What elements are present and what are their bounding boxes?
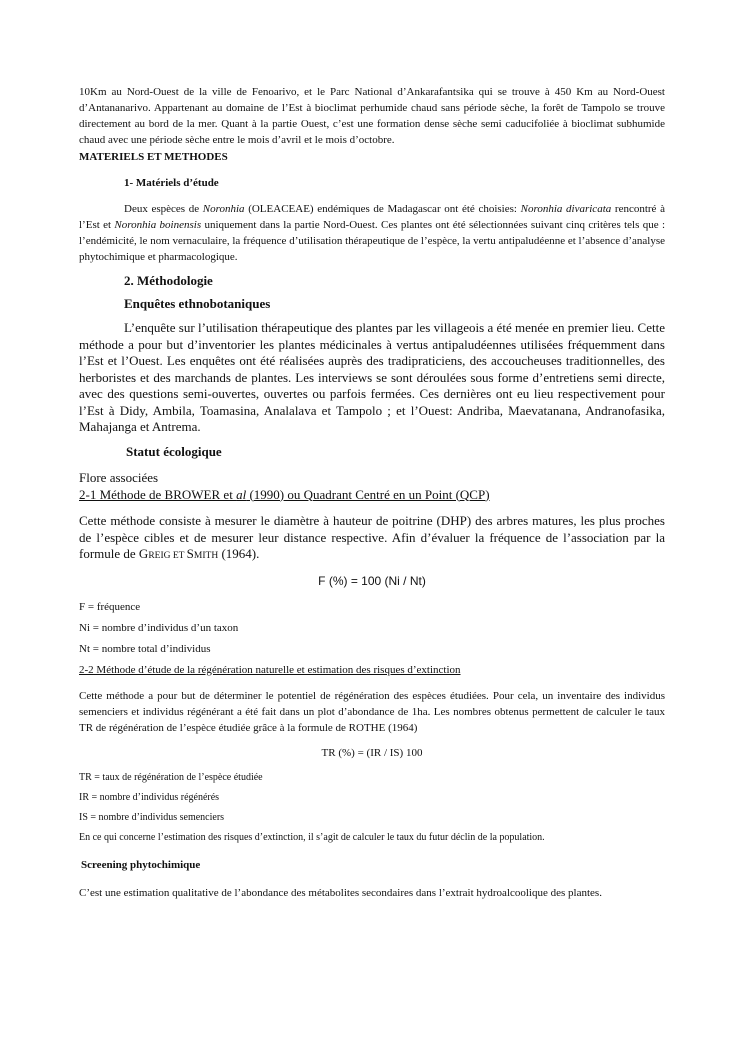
qcp-paragraph: Cette méthode consiste à mesurer le diamètre à hauteur de poitrine (DHP) des arbres matures, les plus proches de l’espèce cibles et de mesurer leur distance respective. Afin d’évaluer la fréquence de l’association par la formule de GREIG ET SMITH (1964). — [79, 513, 665, 561]
frequency-formula: F (%) = 100 (Ni / Nt) — [318, 573, 426, 588]
definition-is: IS = nombre d’individus semenciers — [79, 811, 225, 823]
genus-name: Noronhia — [202, 203, 245, 215]
screening-paragraph: C’est une estimation qualitative de l’abondance des métabolites secondaires dans l’extrait hydroalcoolique des plantes. — [79, 886, 602, 899]
document-page — [79, 84, 665, 901]
extinction-paragraph: En ce qui concerne l’estimation des risques d’extinction, il s’agit de calculer le taux du futur déclin de la population. — [79, 831, 545, 843]
section-title: MATERIELS ET METHODES — [79, 151, 228, 163]
qcp-method-heading: 2-1 Méthode de BROWER et al (1990) ou Quadrant Centré en un Point (QCP) — [79, 486, 490, 502]
regeneration-formula: TR (%) = (IR / IS) 100 — [321, 746, 423, 759]
definition-ni: Ni = nombre d’individus d’un taxon — [79, 621, 239, 634]
materials-heading: 1- Matériels d’étude — [124, 177, 219, 189]
definition-nt: Nt = nombre total d’individus — [79, 642, 211, 655]
definition-tr: TR = taux de régénération de l’espèce étudiée — [79, 771, 263, 783]
definition-ir: IR = nombre d’individus régénérés — [79, 791, 220, 803]
screening-heading: Screening phytochimique — [81, 858, 201, 871]
species-name: Noronhia divaricata — [520, 203, 612, 215]
species-name: Noronhia boinensis — [114, 219, 202, 231]
regeneration-heading: 2-2 Méthode d’étude de la régénération naturelle et estimation des risques d’extinction — [79, 663, 461, 676]
ecology-heading: Statut écologique — [126, 443, 222, 459]
ethnobotanical-heading: Enquêtes ethnobotaniques — [124, 295, 271, 311]
ethnobotanical-paragraph: L’enquête sur l’utilisation thérapeutique des plantes par les villageois a été menée en premier lieu. Cette méthode a pour but d’inventorier les plantes médicinales à vertus antipaludéennes utilisées fréquemment dans l’Est et l’Ouest. Les enquêtes ont été réalisées auprès des tradipraticiens, des accoucheuses traditionnelles, des herboristes et des marchands de plantes. Les interviews se sont déroulées sous forme d’entretiens semi directe, avec des questions semi-ouvertes, ouvertes ou parfois fermées. Ces dernières ont eu lieu respectivement pour l’Est à Didy, Ambila, Toamasina, Analalava et Tampolo ; et l’Ouest: Andriba, Maevatanana, Andranofasika, Mahajanga et Antrema. — [79, 320, 665, 434]
materials-paragraph: Deux espèces de Noronhia (OLEACEAE) endémiques de Madagascar ont été choisies: Noronhia divaricata rencontré à l’Est et Noronhia boinensis uniquement dans la partie Nord-Ouest. Ces plantes ont été sélectionnées suivant cinq critères tels que : l’endémicité, le nom vernaculaire, la fréquence d’utilisation thérapeutique de l’espèce, la vertu antipaludéenne et l’absence d’analyse phytochimique et pharmacologique. — [79, 203, 665, 263]
intro-paragraph: 10Km au Nord-Ouest de la ville de Fenoarivo, et le Parc National d’Ankarafantsika qui se trouve à 450 Km au Nord-Ouest d’Antananarivo. Appartenant au domaine de l’Est à bioclimat perhumide chaud sans période sèche, la forêt de Tampolo se trouve directement au bord de la mer. Quant à la partie Ouest, c’est une formation dense sèche semi caducifoliée à bioclimat subhumide chaud avec une période sèche entre le mois d’avril et le mois d’octobre. — [79, 86, 665, 146]
definition-f: F = fréquence — [79, 600, 141, 613]
methodology-heading: 2. Méthodologie — [124, 273, 213, 288]
flora-label: Flore associées — [79, 470, 159, 485]
regeneration-paragraph: Cette méthode a pour but de déterminer le potentiel de régénération des espèces étudiées. Pour cela, un inventaire des individus semenciers et individus régénérant a été fait dans un plot d’abondance de 1ha. Les nombres obtenus permettent de calculer le taux TR de régénération de l’espèce étudiée grâce à la formule de ROTHE (1964) — [79, 689, 665, 734]
